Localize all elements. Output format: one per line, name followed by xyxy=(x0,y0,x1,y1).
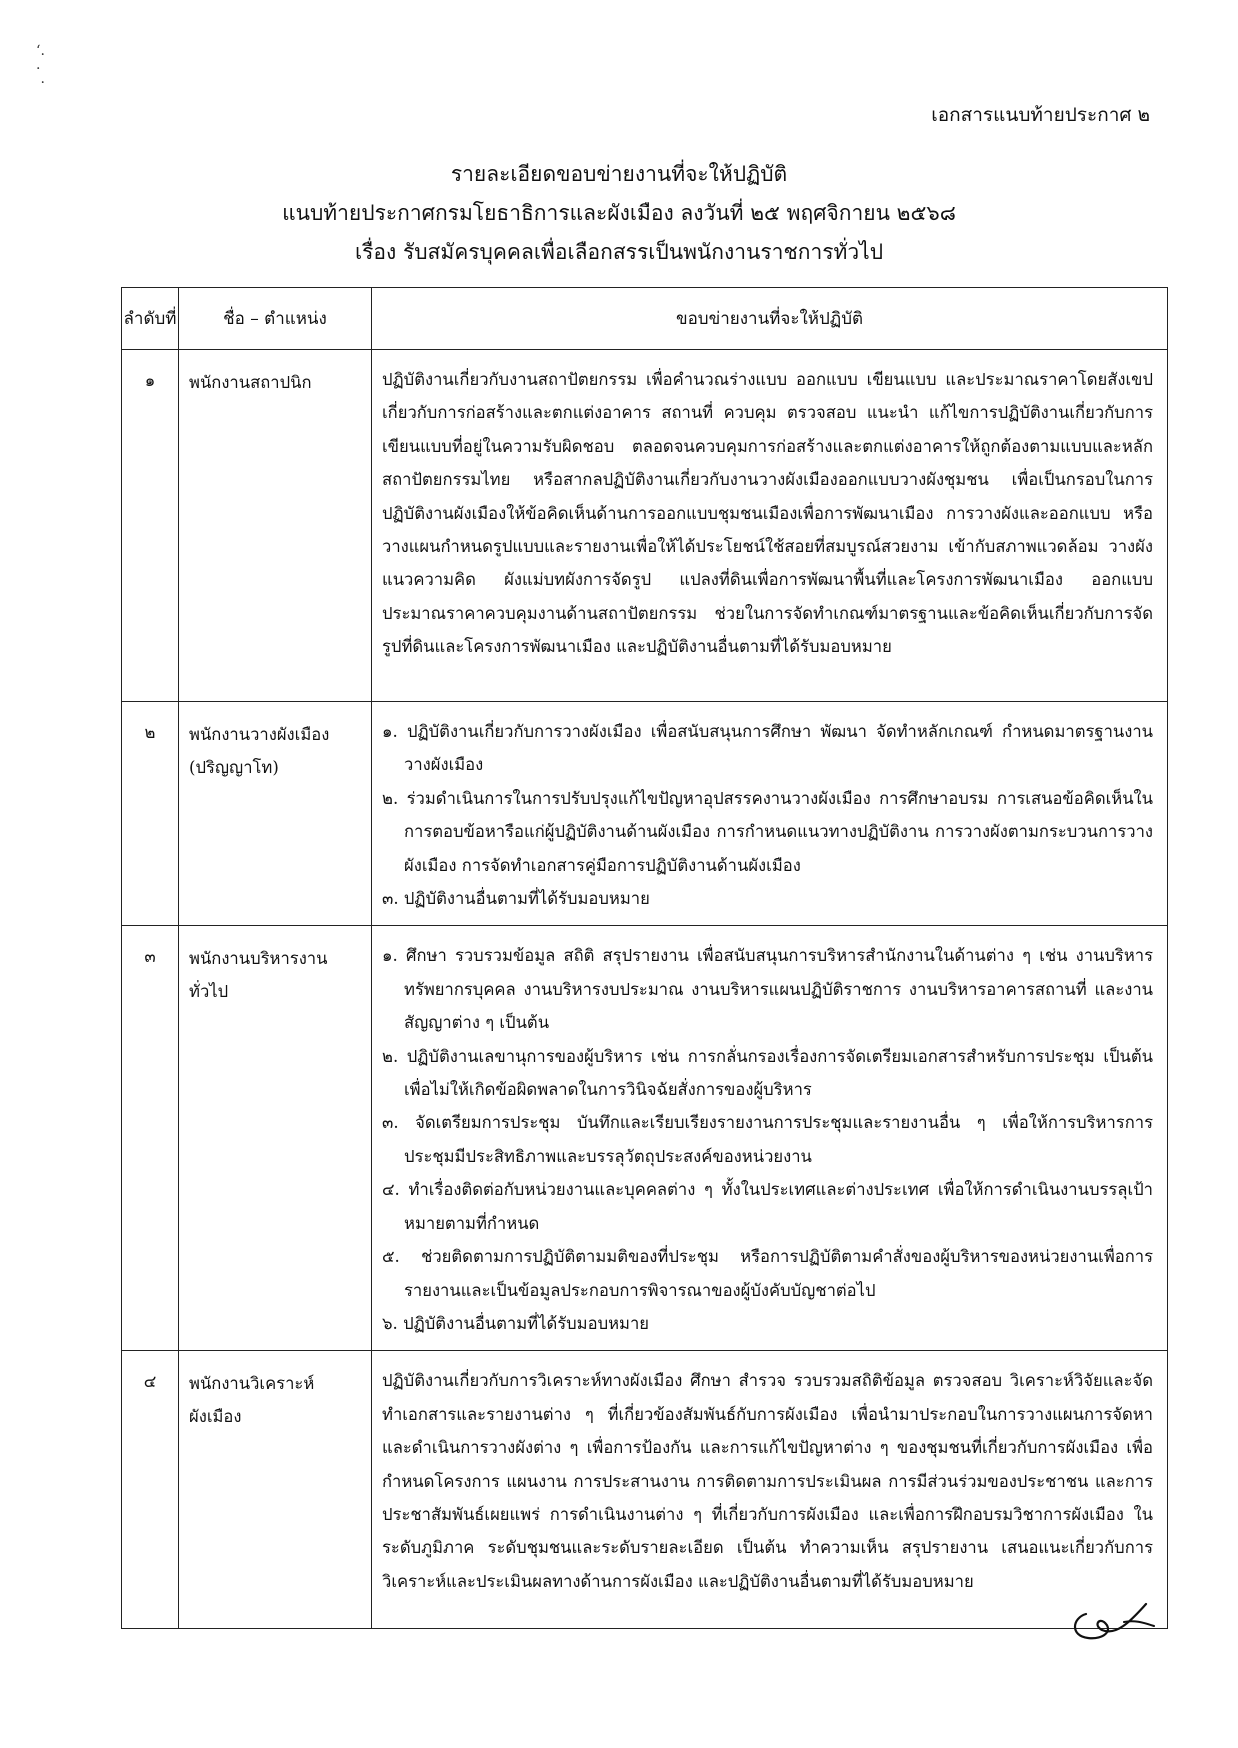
duty-item: ๑. ศึกษา รวบรวมข้อมูล สถิติ สรุปรายงาน เพื่อสนับสนุนการบริหารสำนักงานในด้านต่าง ๆ เช่น งานบริหารทรัพยากรบุคคล งานบริหารงบประมาณ งานบริหารแผนปฏิบัติราชการ งานบริหารอาคารสถานที่ และงานสัญญาต่าง ๆ เป็นต้น xyxy=(382,946,1153,1033)
document-title: รายละเอียดขอบข่ายงานที่จะให้ปฏิบัติ xyxy=(450,162,788,186)
row-duties xyxy=(372,926,1168,1351)
row-position: พนักงานสถาปนิก xyxy=(179,350,372,702)
duty-item: ๒. ปฏิบัติงานเลขานุการของผู้บริหาร เช่น การกลั่นกรองเรื่องการจัดเตรียมเอกสารสำหรับการประชุม เป็นต้น เพื่อไม่ให้เกิดข้อผิดพลาดในการวินิจฉัยสั่งการของผู้บริหาร xyxy=(382,1046,1153,1100)
duty-item: ๒. ร่วมดำเนินการในการปรับปรุงแก้ไขปัญหาอุปสรรคงานวางผังเมือง การศึกษาอบรม การเสนอข้อคิดเห็นในการตอบข้อหารือแก่ผู้ปฏิบัติงานด้านผังเมือง การกำหนดแนวทางปฏิบัติงาน การวางผังตามกระบวนการวางผังเมือง การจัดทำเอกสารคู่มือการปฏิบัติงานด้านผังเมือง xyxy=(382,788,1153,875)
document-subtitle: แนบท้ายประกาศกรมโยธาธิการและผังเมือง ลงวันที่ ๒๕ พฤศจิกายน ๒๕๖๘ xyxy=(282,201,956,225)
duty-list xyxy=(382,939,1153,1340)
table-header-row xyxy=(122,288,1168,350)
row-number: ๓ xyxy=(122,926,179,1351)
row-position: พนักงานวางผังเมือง (ปริญญาโท) xyxy=(179,702,372,926)
row-number: ๔ xyxy=(122,1351,179,1629)
duty-item: ๓. จัดเตรียมการประชุม บันทึกและเรียบเรียงรายงานการประชุมและรายงานอื่น ๆ เพื่อให้การบริหารการประชุมมีประสิทธิภาพและบรรลุวัตถุประสงค์ของหน่วยงาน xyxy=(382,1113,1153,1166)
scan-specks: ‘. . . xyxy=(36,43,45,87)
duty-list xyxy=(382,715,1153,915)
row-position: พนักงานบริหารงานทั่วไป xyxy=(179,926,372,1351)
document-reference: เอกสารแนบท้ายประกาศ ๒ xyxy=(931,104,1150,126)
row-duties xyxy=(372,702,1168,926)
table-row xyxy=(122,350,1168,702)
table-row xyxy=(122,926,1168,1351)
header-duties: ขอบข่ายงานที่จะให้ปฏิบัติ xyxy=(372,288,1168,350)
duty-item: ๑. ปฏิบัติงานเกี่ยวกับการวางผังเมือง เพื่อสนับสนุนการศึกษา พัฒนา จัดทำหลักเกณฑ์ กำหนดมาตรฐานงานวางผังเมือง xyxy=(382,722,1153,775)
row-position: พนักงานวิเคราะห์ผังเมือง xyxy=(179,1351,372,1629)
initials-signature xyxy=(1064,1592,1164,1652)
duties-table xyxy=(121,287,1168,1629)
row-duties: ปฏิบัติงานเกี่ยวกับการวิเคราะห์ทางผังเมือง ศึกษา สำรวจ รวบรวมสถิติข้อมูล ตรวจสอบ วิเคราะห์วิจัยและจัดทำเอกสารและรายงานต่าง ๆ ที่เกี่ยวข้องสัมพันธ์กับการผังเมือง เพื่อนำมาประกอบในการวางแผนการจัดหาและดำเนินการวางผังต่าง ๆ เพื่อการป้องกัน และการแก้ไขปัญหาต่าง ๆ ของชุมชนที่เกี่ยวกับการผังเมือง เพื่อกำหนดโครงการ แผนงาน การประสานงาน การติดตามการประเมินผล การมีส่วนร่วมของประชาชน และการประชาสัมพันธ์เผยแพร่ การดำเนินงานต่าง ๆ ที่เกี่ยวกับการผังเมือง และเพื่อการฝึกอบรมวิชาการผังเมือง ในระดับภูมิภาค ระดับชุมชนและระดับรายละเอียด เป็นต้น ทำความเห็น สรุปรายงาน เสนอแนะเกี่ยวกับการวิเคราะห์และประเมินผลทางด้านการผังเมือง และปฏิบัติงานอื่นตามที่ได้รับมอบหมาย xyxy=(372,1351,1168,1629)
duty-item: ๓. ปฏิบัติงานอื่นตามที่ได้รับมอบหมาย xyxy=(382,889,650,909)
header-number: ลำดับที่ xyxy=(122,288,179,350)
table-row xyxy=(122,702,1168,926)
header-position: ชื่อ – ตำแหน่ง xyxy=(179,288,372,350)
document-subject: เรื่อง รับสมัครบุคคลเพื่อเลือกสรรเป็นพนักงานราชการทั่วไป xyxy=(354,240,884,264)
duty-item: ๔. ทำเรื่องติดต่อกับหน่วยงานและบุคคลต่าง ๆ ทั้งในประเทศและต่างประเทศ เพื่อให้การดำเนินงานบรรลุเป้าหมายตามที่กำหนด xyxy=(382,1180,1153,1233)
duty-item: ๖. ปฏิบัติงานอื่นตามที่ได้รับมอบหมาย xyxy=(382,1313,650,1333)
table-row xyxy=(122,1351,1168,1629)
row-duties: ปฏิบัติงานเกี่ยวกับงานสถาปัตยกรรม เพื่อคำนวณร่างแบบ ออกแบบ เขียนแบบ และประมาณราคาโดยสังเขป เกี่ยวกับการก่อสร้างและตกแต่งอาคาร สถานที่ ควบคุม ตรวจสอบ แนะนำ แก้ไขการปฏิบัติงานเกี่ยวกับการเขียนแบบที่อยู่ในความรับผิดชอบ ตลอดจนควบคุมการก่อสร้างและตกแต่งอาคารให้ถูกต้องตามแบบและหลักสถาปัตยกรรมไทย หรือสากลปฏิบัติงานเกี่ยวกับงานวางผังเมืองออกแบบวางผังชุมชน เพื่อเป็นกรอบในการปฏิบัติงานผังเมืองให้ข้อคิดเห็นด้านการออกแบบชุมชนเมืองเพื่อการพัฒนาเมือง การวางผังและออกแบบ หรือวางแผนกำหนดรูปแบบและรายงานเพื่อให้ได้ประโยชน์ใช้สอยที่สมบูรณ์สวยงาม เข้ากับสภาพแวดล้อม วางผังแนวความคิด ผังแม่บทผังการจัดรูป แปลงที่ดินเพื่อการพัฒนาพื้นที่และโครงการพัฒนาเมือง ออกแบบ ประมาณราคาควบคุมงานด้านสถาปัตยกรรม ช่วยในการจัดทำเกณฑ์มาตรฐานและข้อคิดเห็นเกี่ยวกับการจัดรูปที่ดินและโครงการพัฒนาเมือง และปฏิบัติงานอื่นตามที่ได้รับมอบหมาย xyxy=(372,350,1168,702)
row-number: ๑ xyxy=(122,350,179,702)
duty-item: ๕. ช่วยติดตามการปฏิบัติตามมติของที่ประชุม หรือการปฏิบัติตามคำสั่งของผู้บริหารของหน่วยงานเพื่อการรายงานและเป็นข้อมูลประกอบการพิจารณาของผู้บังคับบัญชาต่อไป xyxy=(382,1247,1153,1300)
row-number: ๒ xyxy=(122,702,179,926)
